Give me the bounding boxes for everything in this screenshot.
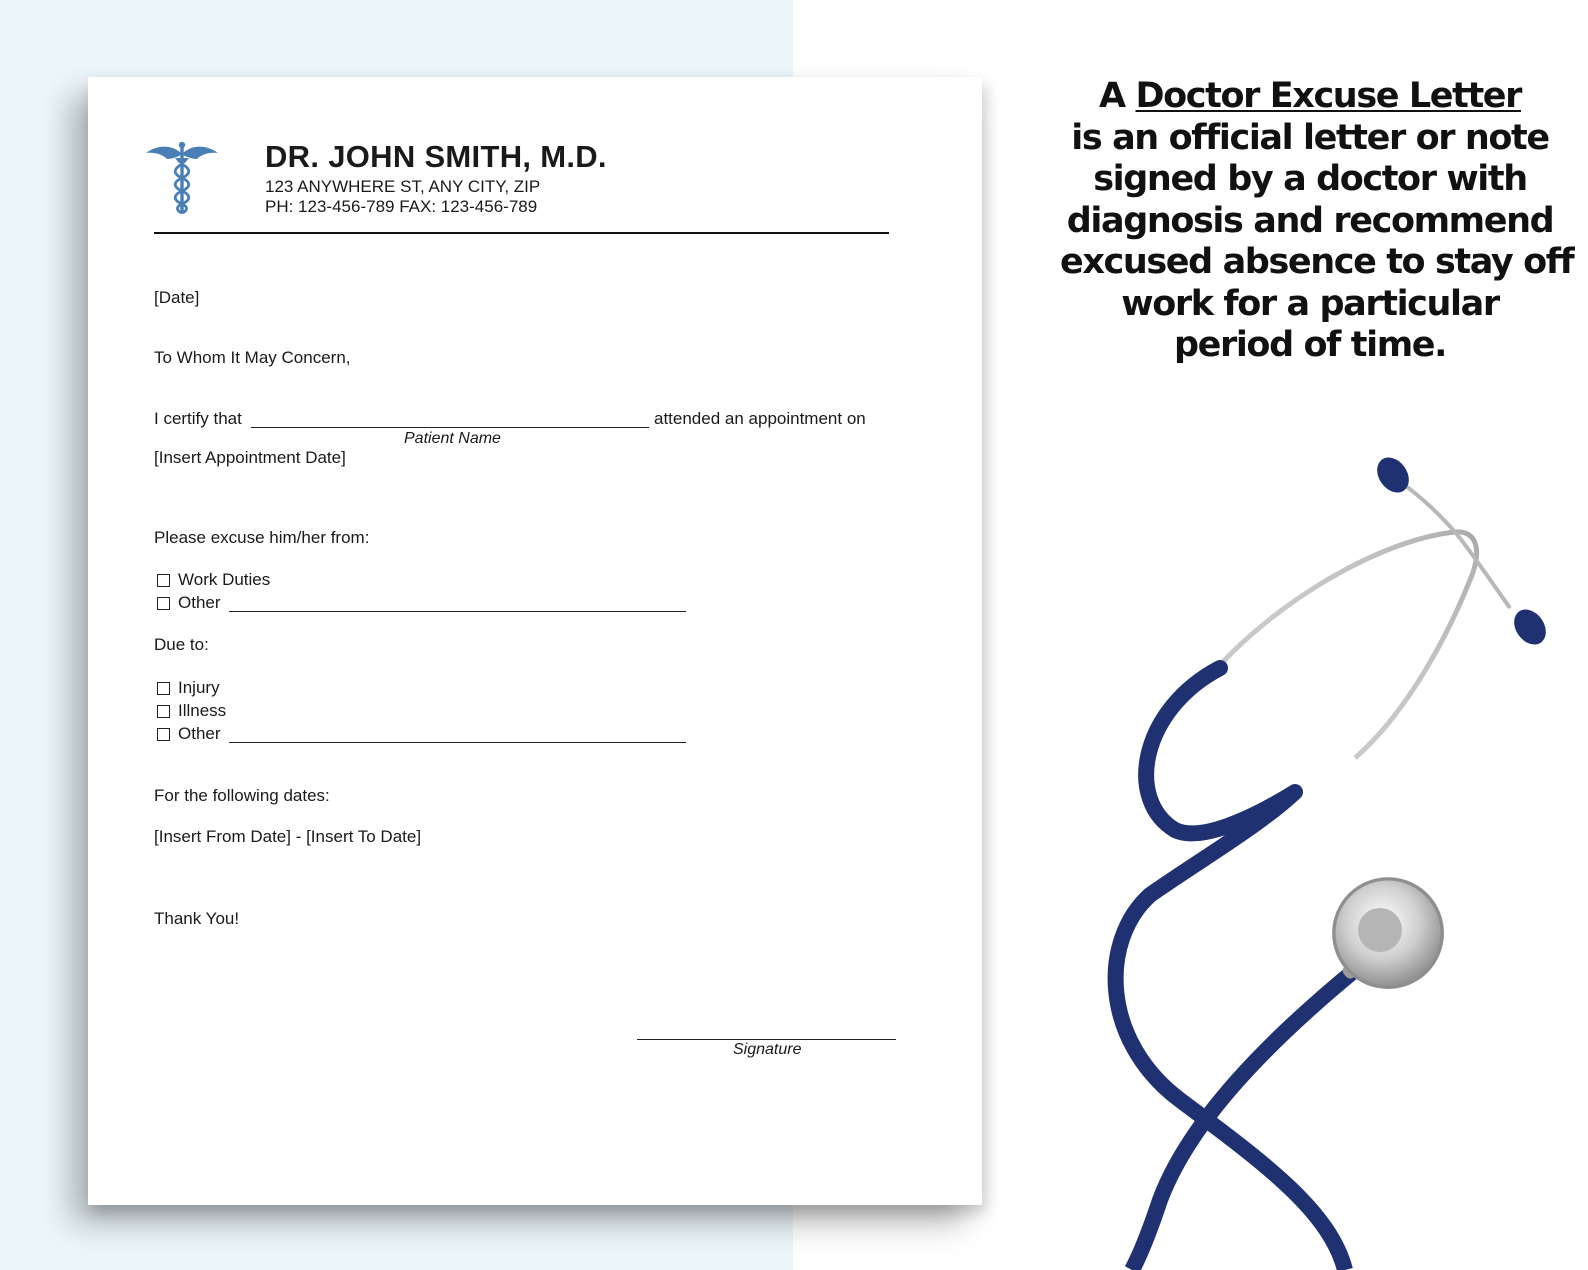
doctor-name: DR. JOHN SMITH, M.D. xyxy=(265,139,607,174)
date-placeholder: [Date] xyxy=(154,288,200,307)
headline-line-5: excused absence to stay off xyxy=(1060,242,1574,282)
patient-name-label: Patient Name xyxy=(404,430,501,447)
stethoscope-icon xyxy=(1080,440,1588,1270)
headline-line-2: is an official letter or note xyxy=(1071,117,1549,158)
salutation: To Whom It May Concern, xyxy=(154,348,351,367)
appointment-date-placeholder: [Insert Appointment Date] xyxy=(154,448,346,467)
excuse-other-checkbox[interactable] xyxy=(157,597,170,610)
excuse-heading: Please excuse him/her from: xyxy=(154,528,370,547)
header-divider xyxy=(154,232,889,234)
signature-line[interactable] xyxy=(637,1039,896,1040)
illness-checkbox[interactable] xyxy=(157,705,170,718)
certify-suffix: attended an appointment on xyxy=(654,409,866,428)
due-other-label: Other xyxy=(178,724,221,743)
due-other-line[interactable] xyxy=(229,742,686,743)
doctor-address: 123 ANYWHERE ST, ANY CITY, ZIP xyxy=(265,177,541,196)
work-duties-checkbox[interactable] xyxy=(157,574,170,587)
injury-checkbox[interactable] xyxy=(157,682,170,695)
injury-label: Injury xyxy=(178,678,220,697)
headline-line-3: signed by a doctor with xyxy=(1093,159,1527,199)
certify-prefix: I certify that xyxy=(154,409,242,428)
letter-page xyxy=(88,77,982,1205)
headline-line-7: period of time. xyxy=(1173,325,1447,365)
work-duties-label: Work Duties xyxy=(178,570,271,589)
due-other-checkbox[interactable] xyxy=(157,728,170,741)
headline-line-1 xyxy=(1060,76,1560,118)
headline-line-4: diagnosis and recommend xyxy=(1066,200,1554,241)
signature-label: Signature xyxy=(733,1041,802,1058)
patient-name-line[interactable] xyxy=(251,427,649,428)
doctor-phone-fax: PH: 123-456-789 FAX: 123-456-789 xyxy=(265,197,538,216)
dates-placeholder: [Insert From Date] - [Insert To Date] xyxy=(154,827,422,846)
excuse-other-label: Other xyxy=(178,593,221,612)
due-heading: Due to: xyxy=(154,635,209,654)
headline-prefix: A xyxy=(1099,76,1125,116)
caduceus-icon xyxy=(145,139,219,215)
dates-heading: For the following dates: xyxy=(154,786,330,805)
headline-title: Doctor Excuse Letter xyxy=(1135,76,1521,116)
headline-line-6: work for a particular xyxy=(1121,283,1499,324)
closing-text: Thank You! xyxy=(154,909,240,928)
illness-label: Illness xyxy=(178,701,227,720)
promo-headline xyxy=(1060,76,1574,367)
excuse-other-line[interactable] xyxy=(229,611,686,612)
